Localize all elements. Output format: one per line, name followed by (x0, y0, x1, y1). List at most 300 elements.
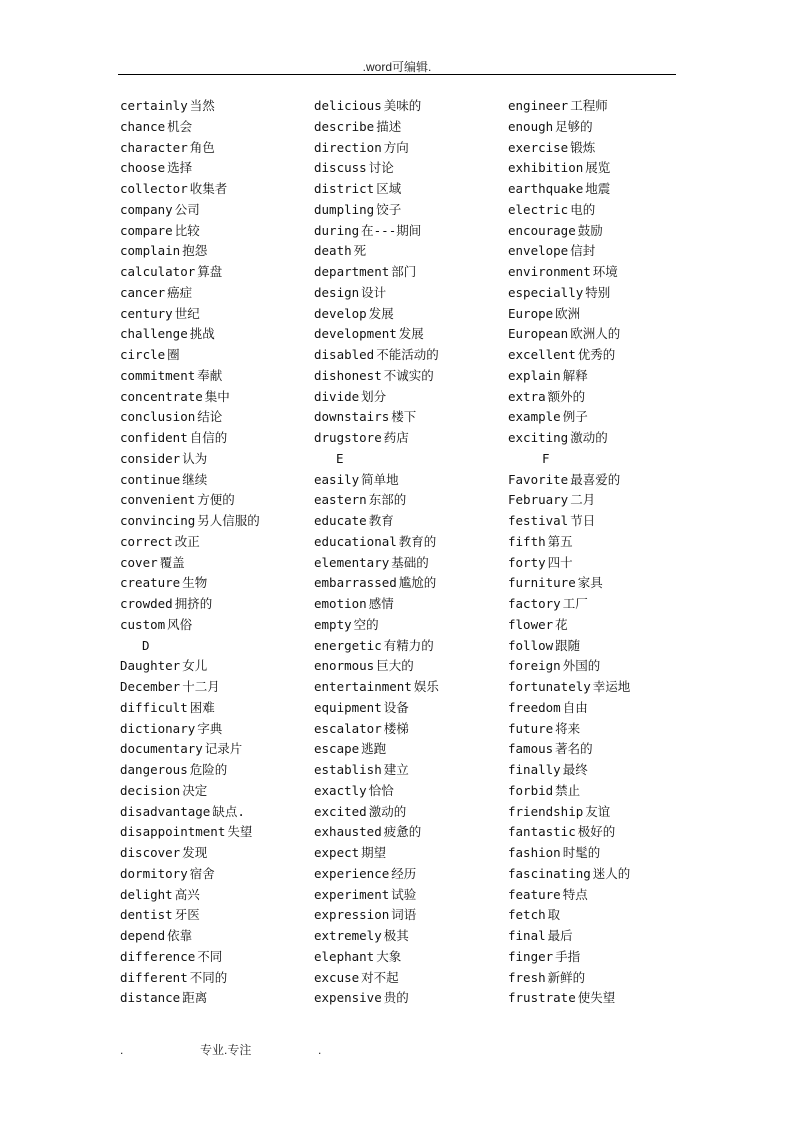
english-word: forty (508, 554, 546, 570)
english-word: furniture (508, 575, 576, 591)
word-column-1 (120, 96, 310, 1009)
chinese-meaning: 特点 (562, 886, 588, 902)
english-word: famous (508, 741, 554, 757)
vocab-entry (314, 387, 504, 408)
chinese-meaning: 发展 (398, 326, 424, 342)
english-word: empty (314, 616, 352, 632)
vocab-entry (508, 885, 698, 906)
chinese-meaning: 拥挤的 (174, 596, 213, 611)
vocab-entry (508, 96, 698, 117)
chinese-meaning: 试验 (391, 886, 417, 902)
vocab-entry (120, 594, 310, 615)
vocab-entry (508, 947, 698, 968)
english-word: convincing (120, 513, 196, 528)
english-word: develop (314, 305, 367, 321)
english-word: dumpling (314, 201, 375, 217)
vocab-entry (508, 864, 698, 885)
chinese-meaning: 药店 (383, 430, 409, 445)
chinese-meaning: 圈 (167, 347, 180, 362)
english-word: fifth (508, 533, 546, 549)
chinese-meaning: 跟随 (555, 637, 581, 653)
vocab-entry (120, 677, 310, 698)
vocab-entry (314, 926, 504, 947)
chinese-meaning: 饺子 (376, 201, 402, 217)
chinese-meaning: 女儿 (182, 658, 208, 674)
vocab-entry (314, 490, 504, 511)
chinese-meaning: 十二月 (182, 679, 220, 694)
vocab-entry (120, 200, 310, 221)
vocab-entry (120, 926, 310, 947)
english-word: continue (120, 471, 181, 487)
vocab-entry (120, 781, 310, 802)
vocab-entry (314, 532, 504, 553)
english-word: disappointment (120, 824, 226, 840)
english-word: Favorite (508, 471, 569, 487)
english-word: eastern (314, 492, 367, 508)
english-word: divide (314, 388, 360, 404)
english-word: enough (508, 118, 554, 134)
vocab-entry (120, 345, 310, 366)
vocab-entry (508, 636, 698, 657)
english-word: creature (120, 575, 181, 591)
chinese-meaning: 信封 (570, 243, 596, 259)
vocab-entry (120, 719, 310, 740)
english-word: excellent (508, 347, 576, 362)
chinese-meaning: 尴尬的 (398, 575, 437, 591)
chinese-meaning: 额外的 (547, 388, 586, 404)
vocab-entry (314, 553, 504, 574)
chinese-meaning: 极好的 (577, 824, 616, 840)
chinese-meaning: 算盘 (197, 264, 223, 279)
english-word: disadvantage (120, 803, 211, 819)
chinese-meaning: 高兴 (174, 886, 200, 902)
english-word: distance (120, 990, 181, 1006)
vocab-entry (314, 885, 504, 906)
chinese-meaning: 优秀的 (577, 347, 616, 362)
chinese-meaning: 设备 (383, 699, 409, 715)
english-word: freedom (508, 699, 561, 715)
chinese-meaning: 简单地 (361, 471, 399, 487)
english-word: experience (314, 865, 390, 881)
vocab-entry (120, 656, 310, 677)
english-word: excited (314, 803, 367, 819)
chinese-meaning: 选择 (167, 160, 193, 176)
english-word: extra (508, 388, 546, 404)
chinese-meaning: 手指 (555, 948, 581, 964)
vocab-entry (314, 864, 504, 885)
chinese-meaning: 牙医 (174, 907, 200, 923)
vocab-entry (120, 304, 310, 325)
vocab-entry (508, 594, 698, 615)
english-word: elementary (314, 554, 390, 570)
english-word: finger (508, 948, 554, 964)
chinese-meaning: 发现 (182, 845, 208, 860)
vocab-entry (508, 739, 698, 760)
english-word: dishonest (314, 367, 382, 383)
vocab-entry (508, 262, 698, 283)
vocab-entry (508, 988, 698, 1009)
vocab-entry (314, 345, 504, 366)
vocab-entry (508, 366, 698, 387)
vocab-entry (508, 760, 698, 781)
vocab-entry (314, 200, 504, 221)
chinese-meaning: 词语 (391, 907, 417, 923)
vocab-entry (508, 968, 698, 989)
english-word: fetch (508, 907, 546, 923)
chinese-meaning: 基础的 (391, 554, 429, 570)
vocab-entry (508, 822, 698, 843)
english-word: concentrate (120, 388, 203, 404)
vocab-entry (508, 781, 698, 802)
chinese-meaning: 最终 (562, 762, 588, 777)
vocab-entry (314, 304, 504, 325)
chinese-meaning: 新鲜的 (547, 969, 586, 985)
vocab-entry (120, 573, 310, 594)
english-word: example (508, 409, 561, 425)
chinese-meaning: 划分 (361, 388, 387, 404)
vocab-entry (314, 739, 504, 760)
english-word: fashion (508, 845, 561, 860)
english-word: crowded (120, 596, 173, 611)
english-word: embarrassed (314, 575, 397, 591)
english-word: expression (314, 907, 390, 923)
vocab-entry (120, 387, 310, 408)
english-word: Daughter (120, 658, 181, 674)
vocab-entry (120, 739, 310, 760)
vocab-entry (508, 573, 698, 594)
english-word: factory (508, 596, 561, 611)
vocab-entry (120, 843, 310, 864)
vocab-entry (314, 636, 504, 657)
chinese-meaning: 发展 (368, 305, 394, 321)
english-word: dentist (120, 907, 173, 923)
english-word: foreign (508, 658, 561, 674)
english-word: death (314, 243, 352, 259)
chinese-meaning: 逃跑 (361, 741, 387, 757)
vocab-entry (120, 324, 310, 345)
english-word: complain (120, 243, 181, 259)
vocab-entry (314, 615, 504, 636)
english-word: entertainment (314, 679, 412, 694)
chinese-meaning: 建立 (383, 762, 409, 777)
vocab-entry (120, 490, 310, 511)
vocab-entry (314, 905, 504, 926)
chinese-meaning: 改正 (174, 533, 200, 549)
vocab-entry (314, 179, 504, 200)
chinese-meaning: 方便的 (197, 492, 235, 508)
english-word: development (314, 326, 397, 342)
vocab-entry (508, 428, 698, 449)
chinese-meaning: 工程师 (570, 98, 608, 113)
vocab-entry (508, 677, 698, 698)
chinese-meaning: 环境 (592, 264, 618, 279)
vocab-entry (314, 822, 504, 843)
english-word: dangerous (120, 762, 188, 777)
chinese-meaning: 记录片 (204, 741, 243, 757)
english-word: difference (120, 948, 196, 964)
vocab-entry (120, 760, 310, 781)
english-word: follow (508, 637, 554, 653)
english-word: extremely (314, 928, 382, 943)
vocab-entry (314, 96, 504, 117)
word-column-3 (508, 96, 698, 1009)
chinese-meaning: 解释 (562, 367, 588, 383)
chinese-meaning: 风俗 (167, 616, 193, 632)
vocab-entry (120, 511, 310, 532)
vocab-entry (314, 781, 504, 802)
chinese-meaning: 例子 (562, 409, 588, 425)
english-word: educational (314, 533, 397, 549)
chinese-meaning: 继续 (182, 471, 208, 487)
vocab-entry (314, 843, 504, 864)
chinese-meaning: 楼梯 (383, 720, 409, 736)
english-word: cancer (120, 284, 166, 300)
english-word: especially (508, 284, 584, 300)
vocab-entry (120, 283, 310, 304)
english-word: escalator (314, 720, 382, 736)
vocab-entry (508, 802, 698, 823)
vocab-entry (120, 553, 310, 574)
vocab-entry (508, 179, 698, 200)
chinese-meaning: 机会 (167, 118, 193, 134)
vocab-entry (314, 511, 504, 532)
vocab-entry (314, 760, 504, 781)
vocab-entry (508, 283, 698, 304)
english-word: circle (120, 347, 166, 362)
chinese-meaning: 感情 (368, 596, 394, 611)
vocab-entry (120, 221, 310, 242)
chinese-meaning: 家具 (577, 575, 603, 591)
vocab-entry (508, 221, 698, 242)
english-word: commitment (120, 367, 196, 383)
chinese-meaning: 距离 (182, 990, 208, 1006)
english-word: fascinating (508, 865, 591, 881)
chinese-meaning: 收集者 (189, 181, 228, 196)
english-word: chance (120, 118, 166, 134)
chinese-meaning: 不能活动的 (376, 347, 439, 362)
chinese-meaning: 禁止 (555, 782, 581, 798)
english-word: collector (120, 181, 188, 196)
chinese-meaning: 电的 (570, 201, 596, 217)
english-word: educate (314, 513, 367, 528)
english-word: exercise (508, 139, 569, 155)
vocab-entry (120, 698, 310, 719)
chinese-meaning: 抱怨 (182, 243, 208, 259)
vocab-entry (120, 905, 310, 926)
english-word: discuss (314, 160, 367, 176)
english-word: dormitory (120, 865, 188, 881)
english-word: earthquake (508, 181, 584, 196)
page-header: .word可编辑. (362, 60, 432, 74)
vocab-entry (508, 553, 698, 574)
chinese-meaning: 不诚实的 (383, 367, 434, 383)
english-word: discover (120, 845, 181, 860)
vocab-entry (314, 594, 504, 615)
english-word: experiment (314, 886, 390, 902)
chinese-meaning: 足够的 (555, 118, 593, 134)
chinese-meaning: 描述 (376, 118, 402, 134)
vocab-entry (508, 926, 698, 947)
english-word: consider (120, 450, 181, 466)
vocab-entry (120, 802, 310, 823)
vocab-entry (508, 158, 698, 179)
chinese-meaning: 使失望 (577, 990, 616, 1006)
english-word: character (120, 139, 188, 155)
english-word: fresh (508, 969, 546, 985)
vocab-entry (120, 822, 310, 843)
vocab-entry (508, 843, 698, 864)
chinese-meaning: 第五 (547, 533, 573, 549)
vocab-entry (120, 407, 310, 428)
chinese-meaning: 教育 (368, 513, 394, 528)
english-word: future (508, 720, 554, 736)
english-word: design (314, 284, 360, 300)
vocab-entry (120, 947, 310, 968)
vocab-entry (508, 138, 698, 159)
chinese-meaning: 美味的 (383, 98, 422, 113)
vocab-entry (120, 158, 310, 179)
chinese-meaning: 取 (547, 907, 561, 923)
chinese-meaning: 恰恰 (368, 782, 394, 798)
vocab-entry (314, 802, 504, 823)
english-word: delicious (314, 98, 382, 113)
english-word: enormous (314, 658, 375, 674)
chinese-meaning: 外国的 (562, 658, 601, 674)
english-word: district (314, 181, 375, 196)
english-word: flower (508, 616, 554, 632)
english-word: emotion (314, 596, 367, 611)
vocab-entry (120, 470, 310, 491)
english-word: friendship (508, 803, 584, 819)
english-word: finally (508, 762, 561, 777)
english-word: electric (508, 201, 569, 217)
vocab-entry (120, 138, 310, 159)
vocab-entry (120, 615, 310, 636)
english-word: feature (508, 886, 561, 902)
vocab-entry (120, 117, 310, 138)
vocab-entry (508, 387, 698, 408)
chinese-meaning: 花 (555, 616, 568, 632)
english-word: custom (120, 616, 166, 632)
english-word: different (120, 969, 188, 985)
vocab-entry (508, 698, 698, 719)
vocab-entry (314, 988, 504, 1009)
footer-right-dot: . (318, 1043, 322, 1057)
english-word: compare (120, 222, 173, 238)
chinese-meaning: 最喜爱的 (570, 471, 621, 487)
chinese-meaning: 教育的 (398, 533, 437, 549)
english-word: during (314, 222, 360, 238)
vocab-entry (314, 117, 504, 138)
english-word: energetic (314, 637, 382, 653)
chinese-meaning: 字典 (197, 720, 223, 736)
vocab-entry (508, 200, 698, 221)
english-word: forbid (508, 782, 554, 798)
header-rule (118, 74, 676, 75)
chinese-meaning: 不同 (197, 948, 223, 964)
vocab-entry (120, 532, 310, 553)
chinese-meaning: 认为 (182, 450, 208, 466)
vocab-entry (314, 138, 504, 159)
vocab-entry (120, 366, 310, 387)
chinese-meaning: 工厂 (562, 596, 588, 611)
chinese-meaning: 友谊 (585, 803, 611, 819)
chinese-meaning: 失望 (227, 824, 253, 840)
chinese-meaning: 空的 (353, 616, 379, 632)
section-letter: D (142, 637, 150, 653)
chinese-meaning: 讨论 (368, 160, 394, 176)
english-word: encourage (508, 222, 576, 238)
chinese-meaning: 巨大的 (376, 658, 414, 674)
english-word: calculator (120, 264, 196, 279)
chinese-meaning: 激动的 (570, 430, 608, 445)
english-word: documentary (120, 741, 203, 757)
chinese-meaning: 幸运地 (592, 679, 631, 694)
chinese-meaning: 比较 (174, 222, 200, 238)
vocab-entry (120, 988, 310, 1009)
english-word: fantastic (508, 824, 576, 840)
english-word: convenient (120, 492, 196, 508)
english-word: describe (314, 118, 375, 134)
chinese-meaning: 集中 (204, 388, 230, 404)
chinese-meaning: 欧洲 (555, 305, 581, 321)
vocab-entry (508, 324, 698, 345)
chinese-meaning: 展览 (585, 160, 611, 176)
chinese-meaning: 宿舍 (189, 865, 215, 881)
english-word: department (314, 264, 390, 279)
vocab-entry (314, 324, 504, 345)
vocab-entry (314, 968, 504, 989)
english-word: dictionary (120, 720, 196, 736)
chinese-meaning: 有精力的 (383, 637, 434, 653)
section-letter: E (336, 450, 344, 466)
english-word: excuse (314, 969, 360, 985)
vocab-entry (508, 615, 698, 636)
english-word: company (120, 201, 173, 217)
english-word: elephant (314, 948, 375, 964)
vocab-entry (508, 905, 698, 926)
english-word: choose (120, 160, 166, 176)
vocab-entry (120, 241, 310, 262)
chinese-meaning: 在---期间 (361, 222, 422, 238)
chinese-meaning: 生物 (182, 575, 208, 591)
english-word: December (120, 679, 181, 694)
english-word: exactly (314, 782, 367, 798)
vocab-entry (314, 366, 504, 387)
english-word: correct (120, 533, 173, 549)
chinese-meaning: 困难 (189, 699, 215, 715)
vocab-entry (314, 283, 504, 304)
chinese-meaning: 角色 (189, 139, 215, 155)
chinese-meaning: 楼下 (391, 409, 417, 425)
footer-text: 专业.专注 (200, 1043, 252, 1057)
chinese-meaning: 奉献 (197, 367, 223, 383)
chinese-meaning: 死 (353, 243, 367, 259)
vocab-entry (120, 179, 310, 200)
english-word: final (508, 928, 546, 943)
vocab-entry (314, 262, 504, 283)
english-word: European (508, 326, 569, 342)
vocab-entry (508, 470, 698, 491)
vocab-entry (508, 532, 698, 553)
chinese-meaning: 另人信服的 (197, 513, 260, 528)
chinese-meaning: 决定 (182, 782, 208, 798)
vocab-entry (508, 345, 698, 366)
vocab-entry (120, 96, 310, 117)
english-word: certainly (120, 98, 188, 113)
english-word: cover (120, 554, 158, 570)
english-word: Europe (508, 305, 554, 321)
